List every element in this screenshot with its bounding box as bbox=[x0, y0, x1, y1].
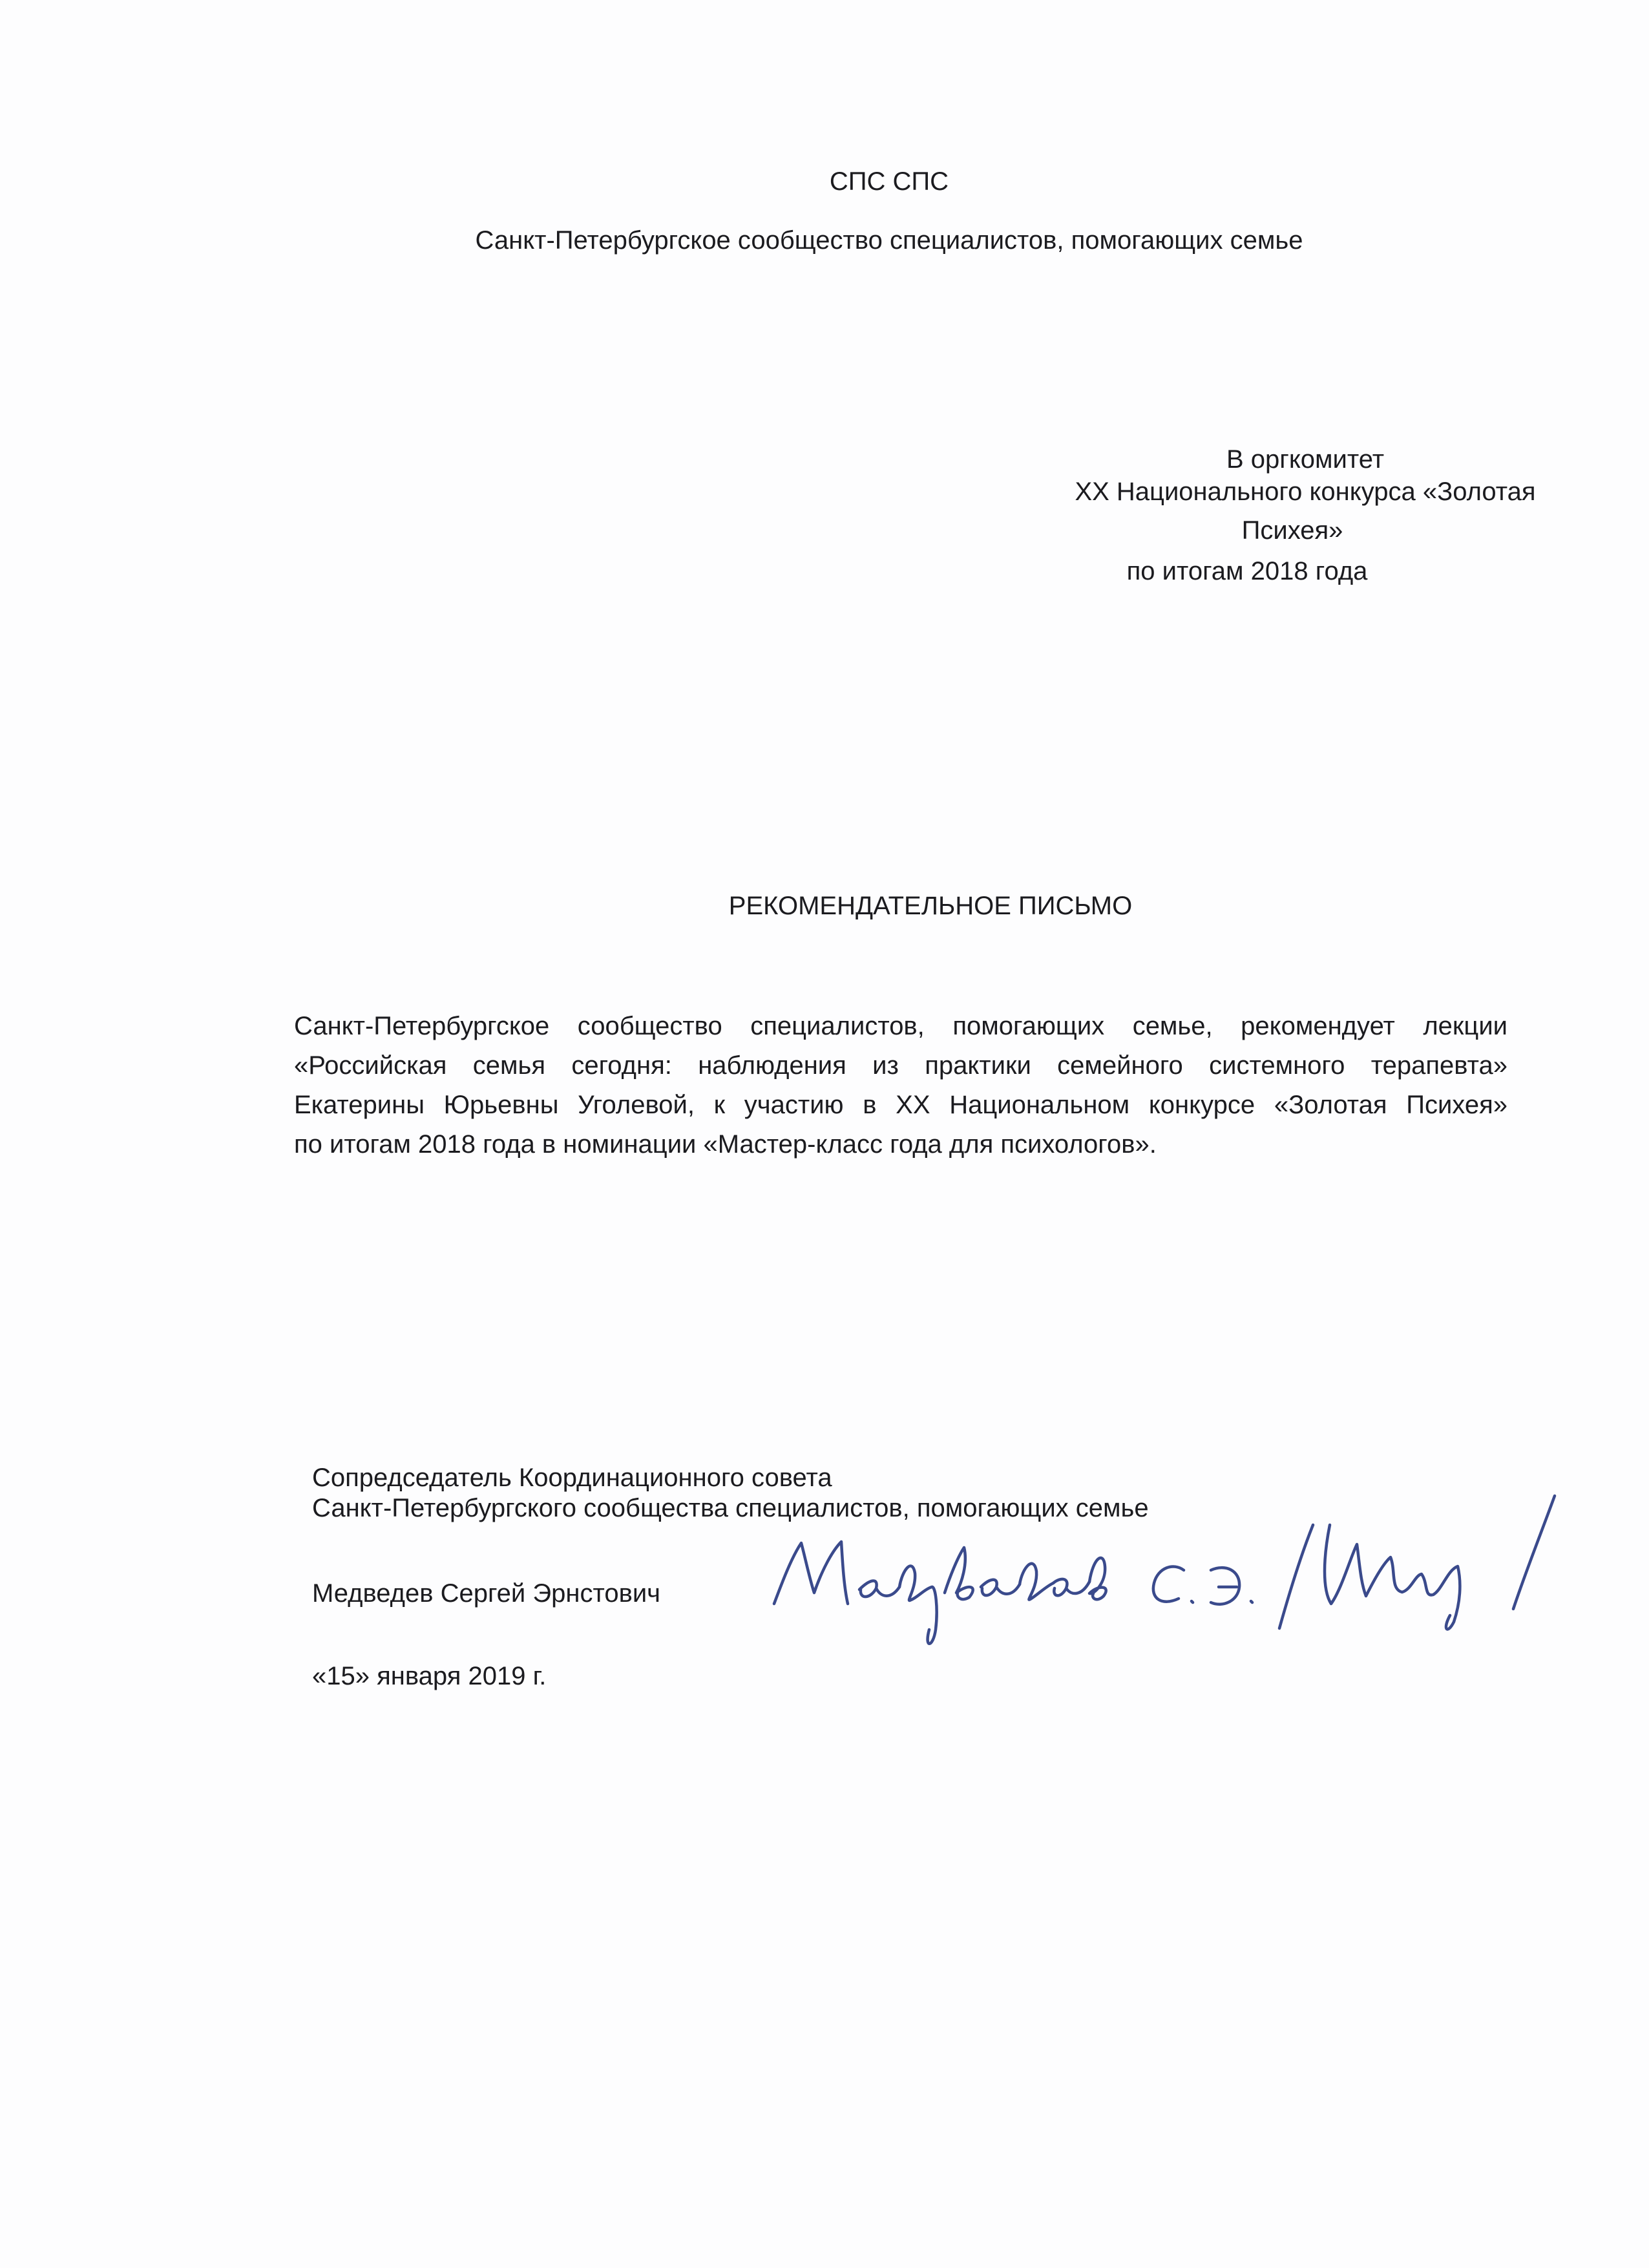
letter-date: «15» января 2019 г. bbox=[312, 1662, 547, 1690]
body-line-2: «Российская семья сегодня: наблюдения из практики семейного системного терапевта» bbox=[294, 1051, 1507, 1080]
addressee-line-2: XX Национального конкурса «Золотая bbox=[1075, 478, 1536, 506]
body-line-4: по итогам 2018 года в номинации «Мастер-класс года для психологов». bbox=[294, 1130, 1157, 1159]
letter-body bbox=[294, 1007, 1507, 1164]
organization-abbreviation: СПС СПС bbox=[829, 167, 949, 196]
addressee-line-3: Психея» bbox=[1241, 516, 1343, 545]
signatory-position-line-1: Сопредседатель Координационного совета bbox=[312, 1464, 832, 1492]
body-line-1: Санкт-Петербургское сообщество специалистов, помогающих семье, рекомендует лекции bbox=[294, 1012, 1507, 1040]
body-line-3: Екатерины Юрьевны Уголевой, к участию в XX Национальном конкурсе «Золотая Психея» bbox=[294, 1091, 1507, 1119]
signatory-position-line-2: Санкт-Петербургского сообщества специалистов, помогающих семье bbox=[312, 1494, 1149, 1522]
addressee-line-4: по итогам 2018 года bbox=[1126, 557, 1368, 585]
organization-name: Санкт-Петербургское сообщество специалистов, помогающих семье bbox=[475, 226, 1303, 255]
addressee-line-1: В оргкомитет bbox=[1226, 445, 1385, 474]
handwritten-signature bbox=[762, 1460, 1577, 1667]
signatory-name: Медведев Сергей Эрнстович bbox=[312, 1579, 661, 1608]
document-title: РЕКОМЕНДАТЕЛЬНОЕ ПИСЬМО bbox=[728, 892, 1133, 920]
